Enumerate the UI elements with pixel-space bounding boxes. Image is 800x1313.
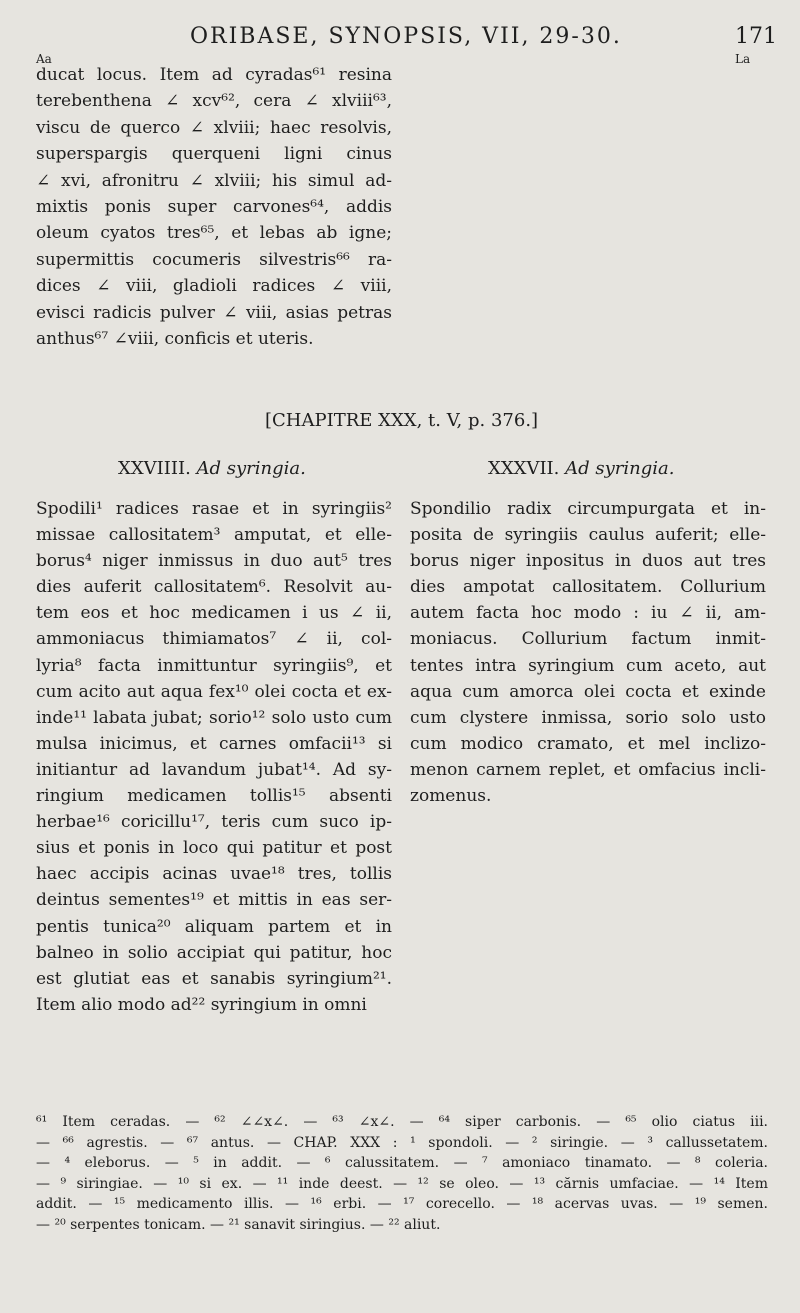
text-line: menon carnem replet, et omfacius incli-: [410, 759, 766, 780]
text-line: cum modico cramato, et mel inclizo-: [410, 733, 766, 754]
text-line: dies auferit callositatem⁶. Resolvit au-: [36, 577, 392, 598]
text-line: ducat locus. Item ad cyradas⁶¹ resina: [36, 65, 392, 85]
text-line: zomenus.: [410, 786, 492, 807]
right-column-text: [410, 496, 766, 809]
left-heading-number: XXVIIII.: [118, 458, 191, 479]
footnote-line: addit. — ¹⁵ medicamento illis. — ¹⁶ erbi. — ¹⁷ corecello. — ¹⁸ acervas uvas. — ¹⁹ semen.: [36, 1196, 768, 1212]
text-line: Spondilio radix circumpurgata et in-: [410, 499, 766, 519]
left-column-heading: [118, 458, 306, 479]
page-number: 171: [735, 24, 777, 49]
right-column-heading: [488, 458, 674, 479]
text-line: ammoniacus thimiamatos⁷ ∠ ii, col-: [36, 629, 392, 650]
text-line: Spodili¹ radices rasae et in syringiis²: [36, 499, 392, 519]
footnote-line: — ⁹ siringiae. — ¹⁰ si ex. — ¹¹ inde deest. — ¹² se oleo. — ¹³ cărnis umfaciae. — ¹⁴ Item: [36, 1175, 768, 1192]
text-line: ∠ xvi, afronitru ∠ xlviii; his simul ad-: [36, 170, 392, 191]
text-line: cum acito aut aqua fex¹⁰ olei cocta et ex-: [36, 681, 392, 702]
right-heading-number: XXXVII.: [488, 458, 560, 479]
text-line: deintus sementes¹⁹ et mittis in eas ser-: [36, 890, 392, 911]
text-line: oleum cyatos tres⁶⁵, et lebas ab igne;: [36, 223, 392, 244]
text-line: evisci radicis pulver ∠ viii, asias petras: [36, 302, 392, 323]
footnote-line: — ²⁰ serpentes tonicam. — ²¹ sanavit siringius. — ²² aliut.: [36, 1216, 441, 1233]
footnote-line: — ⁴ eleborus. — ⁵ in addit. — ⁶ calussitatem. — ⁷ amoniaco tinamato. — ⁸ coleria.: [36, 1155, 768, 1171]
text-line: supermittis cocumeris silvestris⁶⁶ ra-: [36, 249, 392, 270]
running-title: ORIBASE, SYNOPSIS, VII, 29-30.: [190, 24, 622, 49]
signature-mark-right: La: [735, 52, 751, 66]
text-line: missae callositatem³ amputat, et elle-: [36, 525, 392, 546]
text-line: anthus⁶⁷ ∠viii, conficis et uteris.: [36, 328, 314, 349]
text-line: mixtis ponis super carvones⁶⁴, addis: [36, 196, 392, 217]
text-line: dies ampotat callositatem. Collurium: [410, 577, 766, 598]
text-line: pentis tunica²⁰ aliquam partem et in: [36, 916, 392, 937]
text-line: balneo in solio accipiat qui patitur, hoc: [36, 942, 392, 963]
text-line: Item alio modo ad²² syringium in omni: [36, 994, 367, 1015]
text-line: sius et ponis in loco qui patitur et post: [36, 838, 392, 859]
footnote-line: — ⁶⁶ agrestis. — ⁶⁷ antus. — CHAP. XXX : ¹ spondoli. — ² siringie. — ³ callussetatem.: [36, 1134, 768, 1151]
text-line: lyria⁸ facta inmittuntur syringiis⁹, et: [36, 655, 392, 676]
left-column-text: [36, 496, 392, 1018]
text-line: cum clystere inmissa, sorio solo usto: [410, 707, 766, 728]
chapter-heading: [CHAPITRE XXX, t. V, p. 376.]: [265, 410, 539, 431]
text-line: terebenthena ∠ xcv⁶², cera ∠ xlviii⁶³,: [36, 91, 392, 112]
footnotes: [36, 1112, 768, 1235]
right-heading-title: Ad syringia.: [565, 458, 675, 479]
text-line: est glutiat eas et sanabis syringium²¹.: [36, 968, 392, 989]
text-line: inde¹¹ labata jubat; sorio¹² solo usto cum: [36, 707, 392, 728]
text-line: herbae¹⁶ coricillu¹⁷, teris cum suco ip-: [36, 812, 392, 833]
text-line: borus⁴ niger inmissus in duo aut⁵ tres: [36, 551, 392, 572]
footnote-line: ⁶¹ Item ceradas. — ⁶² ∠∠x∠. — ⁶³ ∠x∠. — ⁶⁴ siper carbonis. — ⁶⁵ olio ciatus iii.: [36, 1114, 768, 1130]
text-line: ringium medicamen tollis¹⁵ absenti: [36, 786, 392, 807]
text-line: tem eos et hoc medicamen i us ∠ ii,: [36, 603, 392, 624]
text-line: posita de syringiis caulus auferit; elle-: [410, 525, 766, 546]
text-line: borus niger inpositus in duos aut tres: [410, 551, 766, 572]
text-line: autem facta hoc modo : iu ∠ ii, am-: [410, 603, 766, 624]
text-line: moniacus. Collurium factum inmit-: [410, 629, 766, 650]
text-line: viscu de querco ∠ xlviii; haec resolvis,: [36, 117, 392, 138]
text-line: aqua cum amorca olei cocta et exinde: [410, 681, 766, 702]
left-heading-title: Ad syringia.: [196, 458, 306, 479]
text-line: initiantur ad lavandum jubat¹⁴. Ad sy-: [36, 759, 392, 780]
text-line: superspargis querqueni ligni cinus: [36, 144, 392, 165]
text-line: dices ∠ viii, gladioli radices ∠ viii,: [36, 276, 392, 297]
text-line: tentes intra syringium cum aceto, aut: [410, 655, 766, 676]
top-text-block: [36, 62, 392, 352]
text-line: haec accipis acinas uvae¹⁸ tres, tollis: [36, 864, 392, 885]
signature-mark-left: Aa: [36, 52, 52, 66]
text-line: mulsa inicimus, et carnes omfacii¹³ si: [36, 733, 392, 754]
